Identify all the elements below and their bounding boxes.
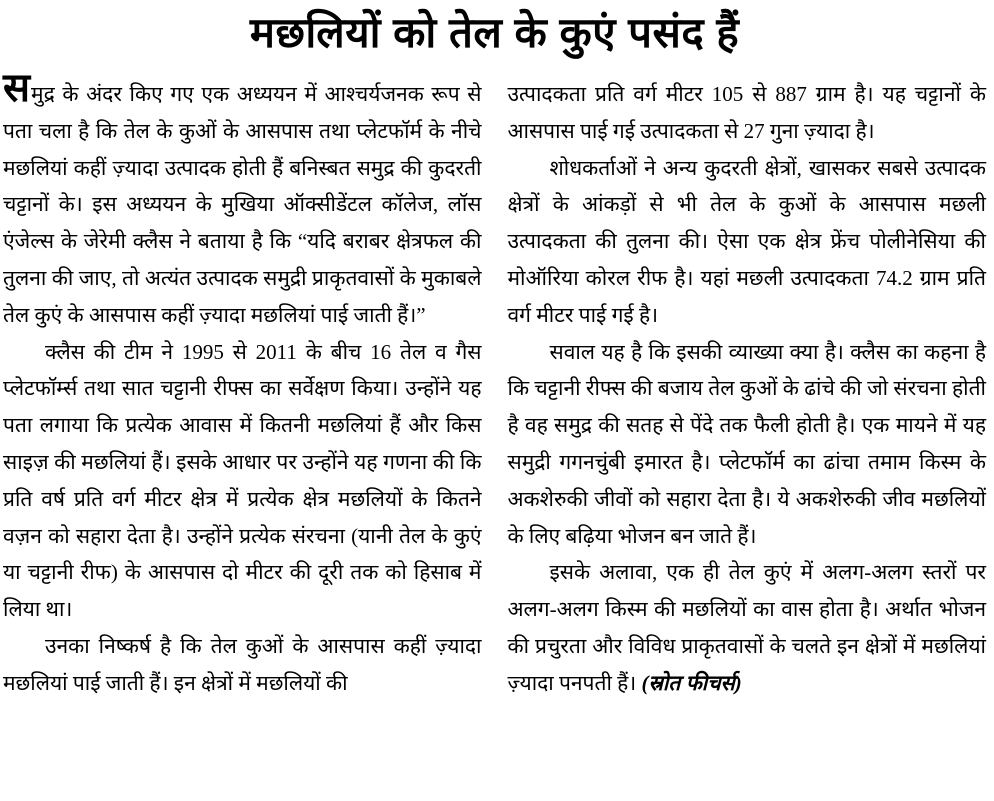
article-body [3, 66, 986, 702]
paragraph [508, 554, 987, 701]
paragraph-text: इसके अलावा, एक ही तेल कुएं में अलग-अलग स्तरों पर अलग-अलग किस्म की मछलियों का वास होता है। अर्थात भोजन की प्रचुरता और विविध प्राकृतवासों के चलते इन क्षेत्रों में मछलियां ज़्यादा पनपती हैं। [507, 560, 986, 695]
dropcap: स [3, 66, 31, 110]
paragraph: शोधकर्ताओं ने अन्य कुदरती क्षेत्रों, खासकर सबसे उत्पादक क्षेत्रों के आंकड़ों से भी तेल के कुओं के आसपास मछली उत्पादकता की तुलना की। ऐसा एक क्षेत्र फ्रेंच पोलीनेसिया की मोऑरिया कोरल रीफ है। यहां मछली उत्पादकता 74.2 ग्राम प्रति वर्ग मीटर पाई गई है। [507, 155, 986, 327]
paragraph: उत्पादकता प्रति वर्ग मीटर 105 से 887 ग्राम है। यह चट्टानों के आसपास पाई गई उत्पादकता से 27 गुना ज़्यादा है। [507, 82, 986, 143]
paragraph: सवाल यह है कि इसकी व्याख्या क्या है। क्लैस का कहना है कि चट्टानी रीफ्स की बजाय तेल कुओं के ढांचे की जो संरचना होती है वह समुद्र की सतह से पेंदे तक फैली होती है। एक मायने में यह समुद्री गगनचुंबी इमारत है। प्लेटफॉर्म का ढांचा तमाम किस्म के अकशेरुकी जीवों को सहारा देता है। ये अकशेरुकी जीव मछलियों के लिए बढ़िया भोजन बन जाते हैं। [507, 339, 986, 548]
page-title: मछलियों को तेल के कुएं पसंद हैं [249, 9, 740, 56]
source-attribution: (स्रोत फीचर्स) [641, 670, 742, 695]
paragraph [3, 66, 482, 334]
column-left [3, 66, 482, 702]
paragraph-text: मुद्र के अंदर किए गए एक अध्ययन में आश्चर्यजनक रूप से पता चला है कि तेल के कुओं के आसपास तथा प्लेटफॉर्म के नीचे मछलियां कहीं ज़्यादा उत्पादक होती हैं बनिस्बत समुद्र की कुदरती चट्टानों के। इस अध्ययन के मुखिया ऑक्सीडेंटल कॉलेज, लॉस एंजेल्स के जेरेमी क्लैस ने बताया है कि “यदि बराबर क्षेत्रफल की तुलना की जाए, तो अत्यंत उत्पादक समुद्री प्राकृतवासों के मुकाबले तेल कुएं के आसपास कहीं ज़्यादा मछलियां पाई जाती हैं।” [3, 82, 482, 327]
paragraph: उनका निष्कर्ष है कि तेल कुओं के आसपास कहीं ज़्यादा मछलियां पाई जाती हैं। इन क्षेत्रों में मछलियों की [3, 633, 482, 695]
column-right [508, 76, 987, 702]
paragraph: क्लैस की टीम ने 1995 से 2011 के बीच 16 तेल व गैस प्लेटफॉर्म्स तथा सात चट्टानी रीफ्स का सर्वेक्षण किया। उन्होंने यह पता लगाया कि प्रत्येक आवास में कितनी मछलियां हैं और किस साइज़ की मछलियां हैं। इसके आधार पर उन्होंने यह गणना की कि प्रति वर्ष प्रति वर्ग मीटर क्षेत्र में प्रत्येक क्षेत्र मछलियों के कितने वज़न को सहारा देता है। उन्होंने प्रत्येक संरचना (यानी तेल के कुएं या चट्टानी रीफ) के आसपास दो मीटर की दूरी तक को हिसाब में लिया था। [3, 339, 482, 622]
